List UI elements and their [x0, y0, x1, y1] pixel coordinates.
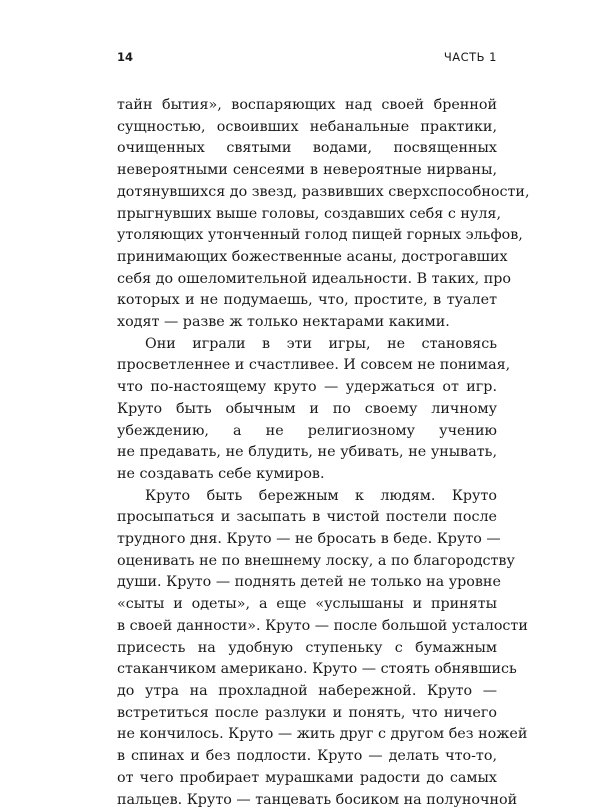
text-line: оценивать не по внешнему лоску, а по благородству	[117, 551, 497, 573]
text-line: «сыты и одеты», а еще «услышаны и приняты	[117, 594, 497, 616]
text-line: встретиться после разлуки и понять, что ничего	[117, 703, 497, 725]
text-line: просыпаться и засыпать в чистой постели после	[117, 507, 497, 529]
text-line: утоляющих утонченный голод пищей горных эльфов,	[117, 225, 497, 247]
text-line: стаканчиком американо. Круто — стоять обнявшись	[117, 659, 497, 681]
text-line: не предавать, не блудить, не убивать, не унывать,	[117, 442, 497, 464]
paragraph	[117, 334, 497, 486]
text-line: в своей данности». Круто — после большой усталости	[117, 616, 497, 638]
body-text	[117, 95, 497, 811]
text-line: невероятными сенсеями в невероятные нирваны,	[117, 160, 497, 182]
page-header	[117, 50, 497, 70]
text-line: очищенных святыми водами, посвященных	[117, 138, 497, 160]
text-line: души. Круто — поднять детей не только на уровне	[117, 572, 497, 594]
text-line: Они играли в эти игры, не становясь	[117, 334, 497, 356]
text-line: Круто быть обычным и по своему личному	[117, 399, 497, 421]
text-line: не создавать себе кумиров.	[117, 464, 497, 486]
running-head: ЧАСТЬ 1	[444, 50, 497, 64]
text-line: пальцев. Круто — танцевать босиком на полуночной	[117, 790, 497, 811]
page-number: 14	[117, 50, 133, 64]
text-line: дотянувшихся до звезд, развивших сверхспособности,	[117, 182, 497, 204]
text-line: которых и не подумаешь, что, простите, в туалет	[117, 290, 497, 312]
paragraph	[117, 95, 497, 334]
text-line: от чего пробирает мурашками радости до самых	[117, 768, 497, 790]
text-line: принимающих божественные асаны, дострогавших	[117, 247, 497, 269]
paragraph	[117, 486, 497, 811]
text-line: прыгнувших выше головы, создавших себя с нуля,	[117, 204, 497, 226]
text-line: до утра на прохладной набережной. Круто —	[117, 681, 497, 703]
text-line: тайн бытия», воспаряющих над своей бренной	[117, 95, 497, 117]
text-line: сущностью, освоивших небанальные практики,	[117, 117, 497, 139]
text-line: трудного дня. Круто — не бросать в беде. Круто —	[117, 529, 497, 551]
text-line: себя до ошеломительной идеальности. В таких, про	[117, 269, 497, 291]
text-line: убеждению, а не религиозному учению	[117, 421, 497, 443]
text-line: Круто быть бережным к людям. Круто	[117, 486, 497, 508]
text-line: просветленнее и счастливее. И совсем не понимая,	[117, 355, 497, 377]
text-line: ходят — разве ж только нектарами какими.	[117, 312, 497, 334]
text-line: присесть на удобную ступеньку с бумажным	[117, 638, 497, 660]
text-line: в спинах и без подлости. Круто — делать что-то,	[117, 746, 497, 768]
text-line: что по-настоящему круто — удержаться от игр.	[117, 377, 497, 399]
text-line: не кончилось. Круто — жить друг с другом без ножей	[117, 724, 497, 746]
